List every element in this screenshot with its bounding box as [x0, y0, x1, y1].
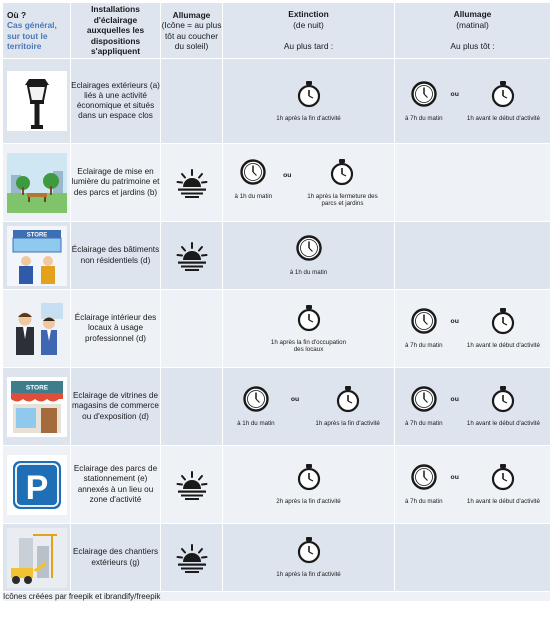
- sunset-icon: [175, 166, 209, 200]
- morning-cell: [395, 524, 551, 592]
- row-label: Éclairage des bâtiments non résidentiels (d): [71, 222, 161, 290]
- header-morning-allumage: Allumage (matinal) Au plus tôt :: [395, 3, 551, 59]
- extinction-options: [223, 536, 394, 579]
- row-label: Eclairage des chantiers extérieurs (g): [71, 524, 161, 592]
- row-picture-cell: [3, 59, 71, 144]
- allumage-cell: [161, 144, 223, 222]
- extinction-cell: [223, 446, 395, 524]
- extinction-option: [237, 385, 275, 428]
- stopwatch-icon: [490, 80, 516, 108]
- clock-icon: [240, 158, 266, 186]
- table-row: [3, 59, 551, 144]
- allumage-cell: [161, 524, 223, 592]
- row-label: Eclairages extérieurs (a) liés à une activité économique et situés dans un espace clos: [71, 59, 161, 144]
- morning-time-caption: à 7h du matin: [405, 498, 443, 506]
- table-row: [3, 446, 551, 524]
- sunset-icon: [175, 468, 209, 502]
- lighting-rules-table: [2, 2, 551, 602]
- extinction-cell: [223, 368, 395, 446]
- morning-cell: [395, 144, 551, 222]
- morning-option: [405, 80, 443, 123]
- stopwatch-icon: [335, 385, 361, 413]
- morning-options: [395, 80, 550, 123]
- morning-time-caption: 1h avant le début d'activité: [466, 342, 540, 350]
- where-title: Où ?: [7, 9, 27, 20]
- footer-row: [3, 592, 551, 602]
- morning-options: [395, 463, 550, 506]
- morning-option: [467, 307, 540, 350]
- row-picture-cell: [3, 290, 71, 368]
- extinction-option: [290, 234, 328, 277]
- or-separator: ou: [290, 396, 300, 403]
- table-row: [3, 144, 551, 222]
- row-label: Éclairage intérieur des locaux à usage professionnel (d): [71, 290, 161, 368]
- morning-option: [467, 463, 540, 506]
- extinction-option: [276, 463, 340, 506]
- or-separator: ou: [283, 172, 292, 179]
- table-row: [3, 524, 551, 592]
- extinction-time-caption: 1h après la fin d'activité: [315, 420, 380, 428]
- or-separator: ou: [450, 318, 459, 325]
- allumage-cell: [161, 368, 223, 446]
- morning-option: [467, 385, 540, 428]
- table-row: [3, 222, 551, 290]
- stopwatch-icon: [490, 463, 516, 491]
- stopwatch-icon: [490, 385, 516, 413]
- extinction-time-caption: 1h après la fin d'activité: [276, 114, 341, 122]
- header-where: [3, 3, 71, 59]
- extinction-time-caption: 1h après la fin d'activité: [276, 571, 341, 579]
- or-separator: ou: [450, 90, 459, 98]
- extinction-cell: [223, 59, 395, 144]
- stopwatch-icon: [296, 463, 322, 491]
- extinction-options: [223, 304, 394, 354]
- row-picture-cell: [3, 524, 71, 592]
- sunset-icon: [175, 239, 209, 273]
- extinction-option: [302, 158, 382, 208]
- stopwatch-icon: [490, 307, 516, 335]
- extinction-option: [235, 158, 273, 201]
- extinction-option: [269, 304, 349, 354]
- extinction-time-caption: 2h après la fin d'activité: [276, 498, 341, 506]
- morning-cell: [395, 446, 551, 524]
- morning-options: [395, 385, 550, 428]
- extinction-time-caption: à 1h du matin: [237, 420, 275, 428]
- extinction-time-caption: à 1h du matin: [234, 192, 273, 200]
- extinction-time-caption: 1h après la fin d'occupation des locaux: [270, 338, 347, 353]
- row-label: Eclairage de vitrines de magasins de commerce ou d'exposition (d): [71, 368, 161, 446]
- extinction-time-caption: à 1h du matin: [289, 269, 328, 277]
- row-label: Eclairage de mise en lumière du patrimoine et des parcs et jardins (b): [71, 144, 161, 222]
- header-extinction: Extinction (de nuit) Au plus tard :: [223, 3, 395, 59]
- header-installations: Installations d'éclairage auxquelles les dispositions s'appliquent: [71, 3, 161, 59]
- extinction-options: [223, 385, 394, 428]
- morning-cell: [395, 368, 551, 446]
- clock-icon: [296, 234, 322, 262]
- table-body: [3, 59, 551, 592]
- morning-cell: [395, 59, 551, 144]
- morning-cell: [395, 222, 551, 290]
- street-lamp-icon: [7, 71, 67, 131]
- row-picture-cell: [3, 222, 71, 290]
- row-picture-cell: [3, 144, 71, 222]
- sunset-icon: [175, 541, 209, 575]
- table-row: [3, 290, 551, 368]
- clock-icon: [411, 463, 437, 491]
- stopwatch-icon: [296, 536, 322, 564]
- parking-icon: [7, 455, 67, 515]
- morning-time-caption: à 7h du matin: [405, 342, 443, 350]
- extinction-options: [223, 158, 394, 208]
- extinction-cell: [223, 144, 395, 222]
- morning-option: [405, 463, 443, 506]
- morning-option: [405, 385, 443, 428]
- extinction-option: [276, 80, 340, 123]
- header-row: [3, 3, 551, 59]
- extinction-options: [223, 234, 394, 277]
- header-allumage: Allumage (Icône = au plus tôt au coucher du soleil): [161, 3, 223, 59]
- row-picture-cell: [3, 368, 71, 446]
- morning-time-caption: 1h avant le début d'activité: [466, 420, 540, 428]
- extinction-options: [223, 463, 394, 506]
- extinction-cell: [223, 524, 395, 592]
- clock-icon: [243, 385, 269, 413]
- stopwatch-icon: [296, 304, 322, 332]
- svg-text:P: P: [25, 468, 48, 507]
- morning-time-caption: 1h avant le début d'activité: [466, 114, 540, 122]
- allumage-cell: [161, 446, 223, 524]
- or-separator: ou: [450, 396, 459, 403]
- clock-icon: [411, 385, 437, 413]
- extinction-options: [223, 80, 394, 123]
- extinction-time-caption: 1h après la fermeture des parcs et jardins: [307, 192, 378, 207]
- stopwatch-icon: [296, 80, 322, 108]
- clock-icon: [411, 80, 437, 108]
- row-label: Eclairage des parcs de stationnement (e) annexés à un lieu ou zone d'activité: [71, 446, 161, 524]
- svg-text:STORE: STORE: [26, 232, 47, 238]
- extinction-option: [315, 385, 379, 428]
- svg-text:STORE: STORE: [25, 384, 48, 391]
- row-picture-cell: [3, 446, 71, 524]
- morning-options: [395, 307, 550, 350]
- morning-time-caption: à 7h du matin: [405, 114, 443, 122]
- businessmen-icon: [7, 299, 67, 359]
- allumage-cell: [161, 59, 223, 144]
- icon-credits: Icônes créées par freepik et ibrandify/freepik: [3, 592, 551, 602]
- extinction-cell: [223, 222, 395, 290]
- storefront-icon: [7, 377, 67, 437]
- morning-cell: [395, 290, 551, 368]
- table-row: [3, 368, 551, 446]
- allumage-cell: [161, 290, 223, 368]
- morning-option: [405, 307, 443, 350]
- allumage-cell: [161, 222, 223, 290]
- stopwatch-icon: [329, 158, 355, 186]
- where-subtitle: Cas général, sur tout le territoire: [7, 20, 57, 51]
- construction-site-icon: [7, 528, 67, 588]
- morning-time-caption: 1h avant le début d'activité: [466, 498, 540, 506]
- extinction-cell: [223, 290, 395, 368]
- morning-time-caption: à 7h du matin: [405, 420, 443, 428]
- morning-option: [467, 80, 540, 123]
- clock-icon: [411, 307, 437, 335]
- or-separator: ou: [450, 474, 459, 481]
- shop-people-icon: [7, 226, 67, 286]
- extinction-option: [276, 536, 340, 579]
- park-icon: [7, 153, 67, 213]
